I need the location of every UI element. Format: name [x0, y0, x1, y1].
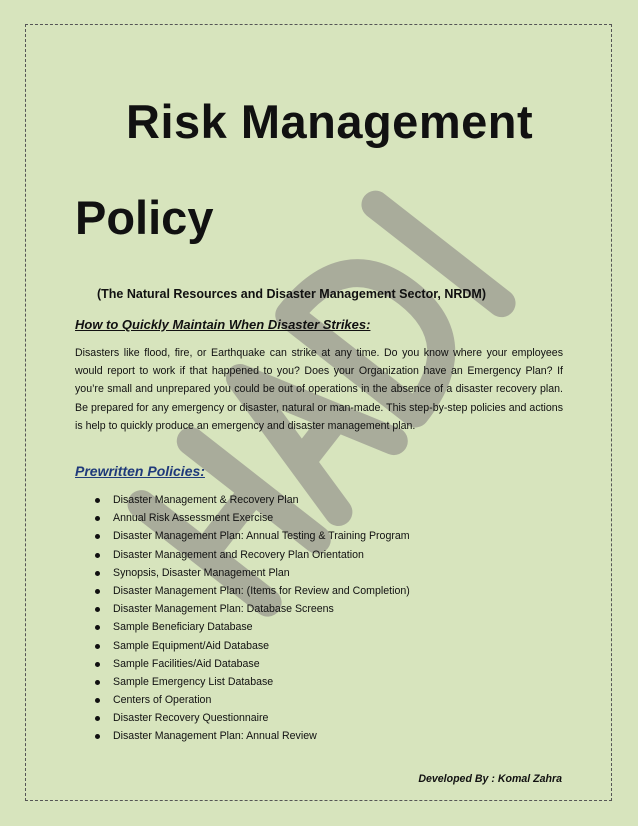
list-item	[75, 582, 575, 600]
list-item	[75, 618, 575, 636]
bullet-icon	[95, 734, 100, 739]
list-item	[75, 527, 575, 545]
bullet-icon	[95, 516, 100, 521]
list-item	[75, 509, 575, 527]
subtitle: (The Natural Resources and Disaster Management Sector, NRDM)	[97, 287, 486, 301]
bullet-icon	[95, 534, 100, 539]
list-item-label: Disaster Recovery Questionnaire	[113, 712, 269, 725]
intro-paragraph: Disasters like flood, fire, or Earthquake can strike at any time. Do you know where your employees would report to work if that happened to you? Does your Organization have an Emergency Plan? If you’re small and unprepared you could be out of operations in the absence of a disaster recovery plan. Be prepared for any emergency or disaster, natural or man-made. This step-by-step policies and actions is help to quickly produce an emergency and disaster management plan.	[75, 347, 563, 432]
list-item-label: Sample Emergency List Database	[113, 675, 274, 688]
list-item-label: Disaster Management & Recovery Plan	[113, 494, 299, 506]
list-item-label: Disaster Management Plan: Annual Review	[113, 730, 317, 743]
section-heading-policies: Prewritten Policies:	[75, 463, 205, 479]
list-item-label: Synopsis, Disaster Management Plan	[113, 566, 290, 579]
list-item	[75, 691, 575, 709]
bullet-icon	[95, 589, 100, 594]
list-item-label: Disaster Management and Recovery Plan Orientation	[113, 548, 364, 561]
title-line-2: Policy	[75, 191, 214, 244]
policy-list	[75, 491, 575, 746]
list-item	[75, 709, 575, 727]
list-item-label: Sample Beneficiary Database	[113, 621, 253, 634]
list-item	[75, 546, 575, 564]
list-item	[75, 655, 575, 673]
bullet-icon	[95, 716, 100, 721]
section-heading-disaster: How to Quickly Maintain When Disaster Strikes:	[75, 317, 371, 332]
bullet-icon	[95, 662, 100, 667]
list-item-label: Disaster Management Plan: Annual Testing & Training Program	[113, 530, 410, 543]
author-credit: Developed By : Komal Zahra	[418, 773, 562, 785]
list-item	[75, 600, 575, 618]
list-item-label: Sample Facilities/Aid Database	[113, 657, 260, 670]
list-item	[75, 727, 575, 745]
bullet-icon	[95, 644, 100, 649]
list-item-label: Disaster Management Plan: Database Screens	[113, 603, 334, 616]
bullet-icon	[95, 698, 100, 703]
list-item-label: Sample Equipment/Aid Database	[113, 639, 270, 652]
list-item-label: Centers of Operation	[113, 694, 212, 707]
title-line-1: Risk Management	[126, 95, 534, 148]
bullet-icon	[95, 571, 100, 576]
list-item	[75, 564, 575, 582]
list-item	[75, 491, 575, 509]
bullet-icon	[95, 553, 100, 558]
list-item-label: Annual Risk Assessment Exercise	[113, 512, 274, 525]
bullet-icon	[95, 625, 100, 630]
bullet-icon	[95, 607, 100, 612]
list-item-label: Disaster Management Plan: (Items for Review and Completion)	[113, 584, 410, 597]
bullet-icon	[95, 680, 100, 685]
list-item	[75, 637, 575, 655]
list-item	[75, 673, 575, 691]
bullet-icon	[95, 498, 100, 503]
